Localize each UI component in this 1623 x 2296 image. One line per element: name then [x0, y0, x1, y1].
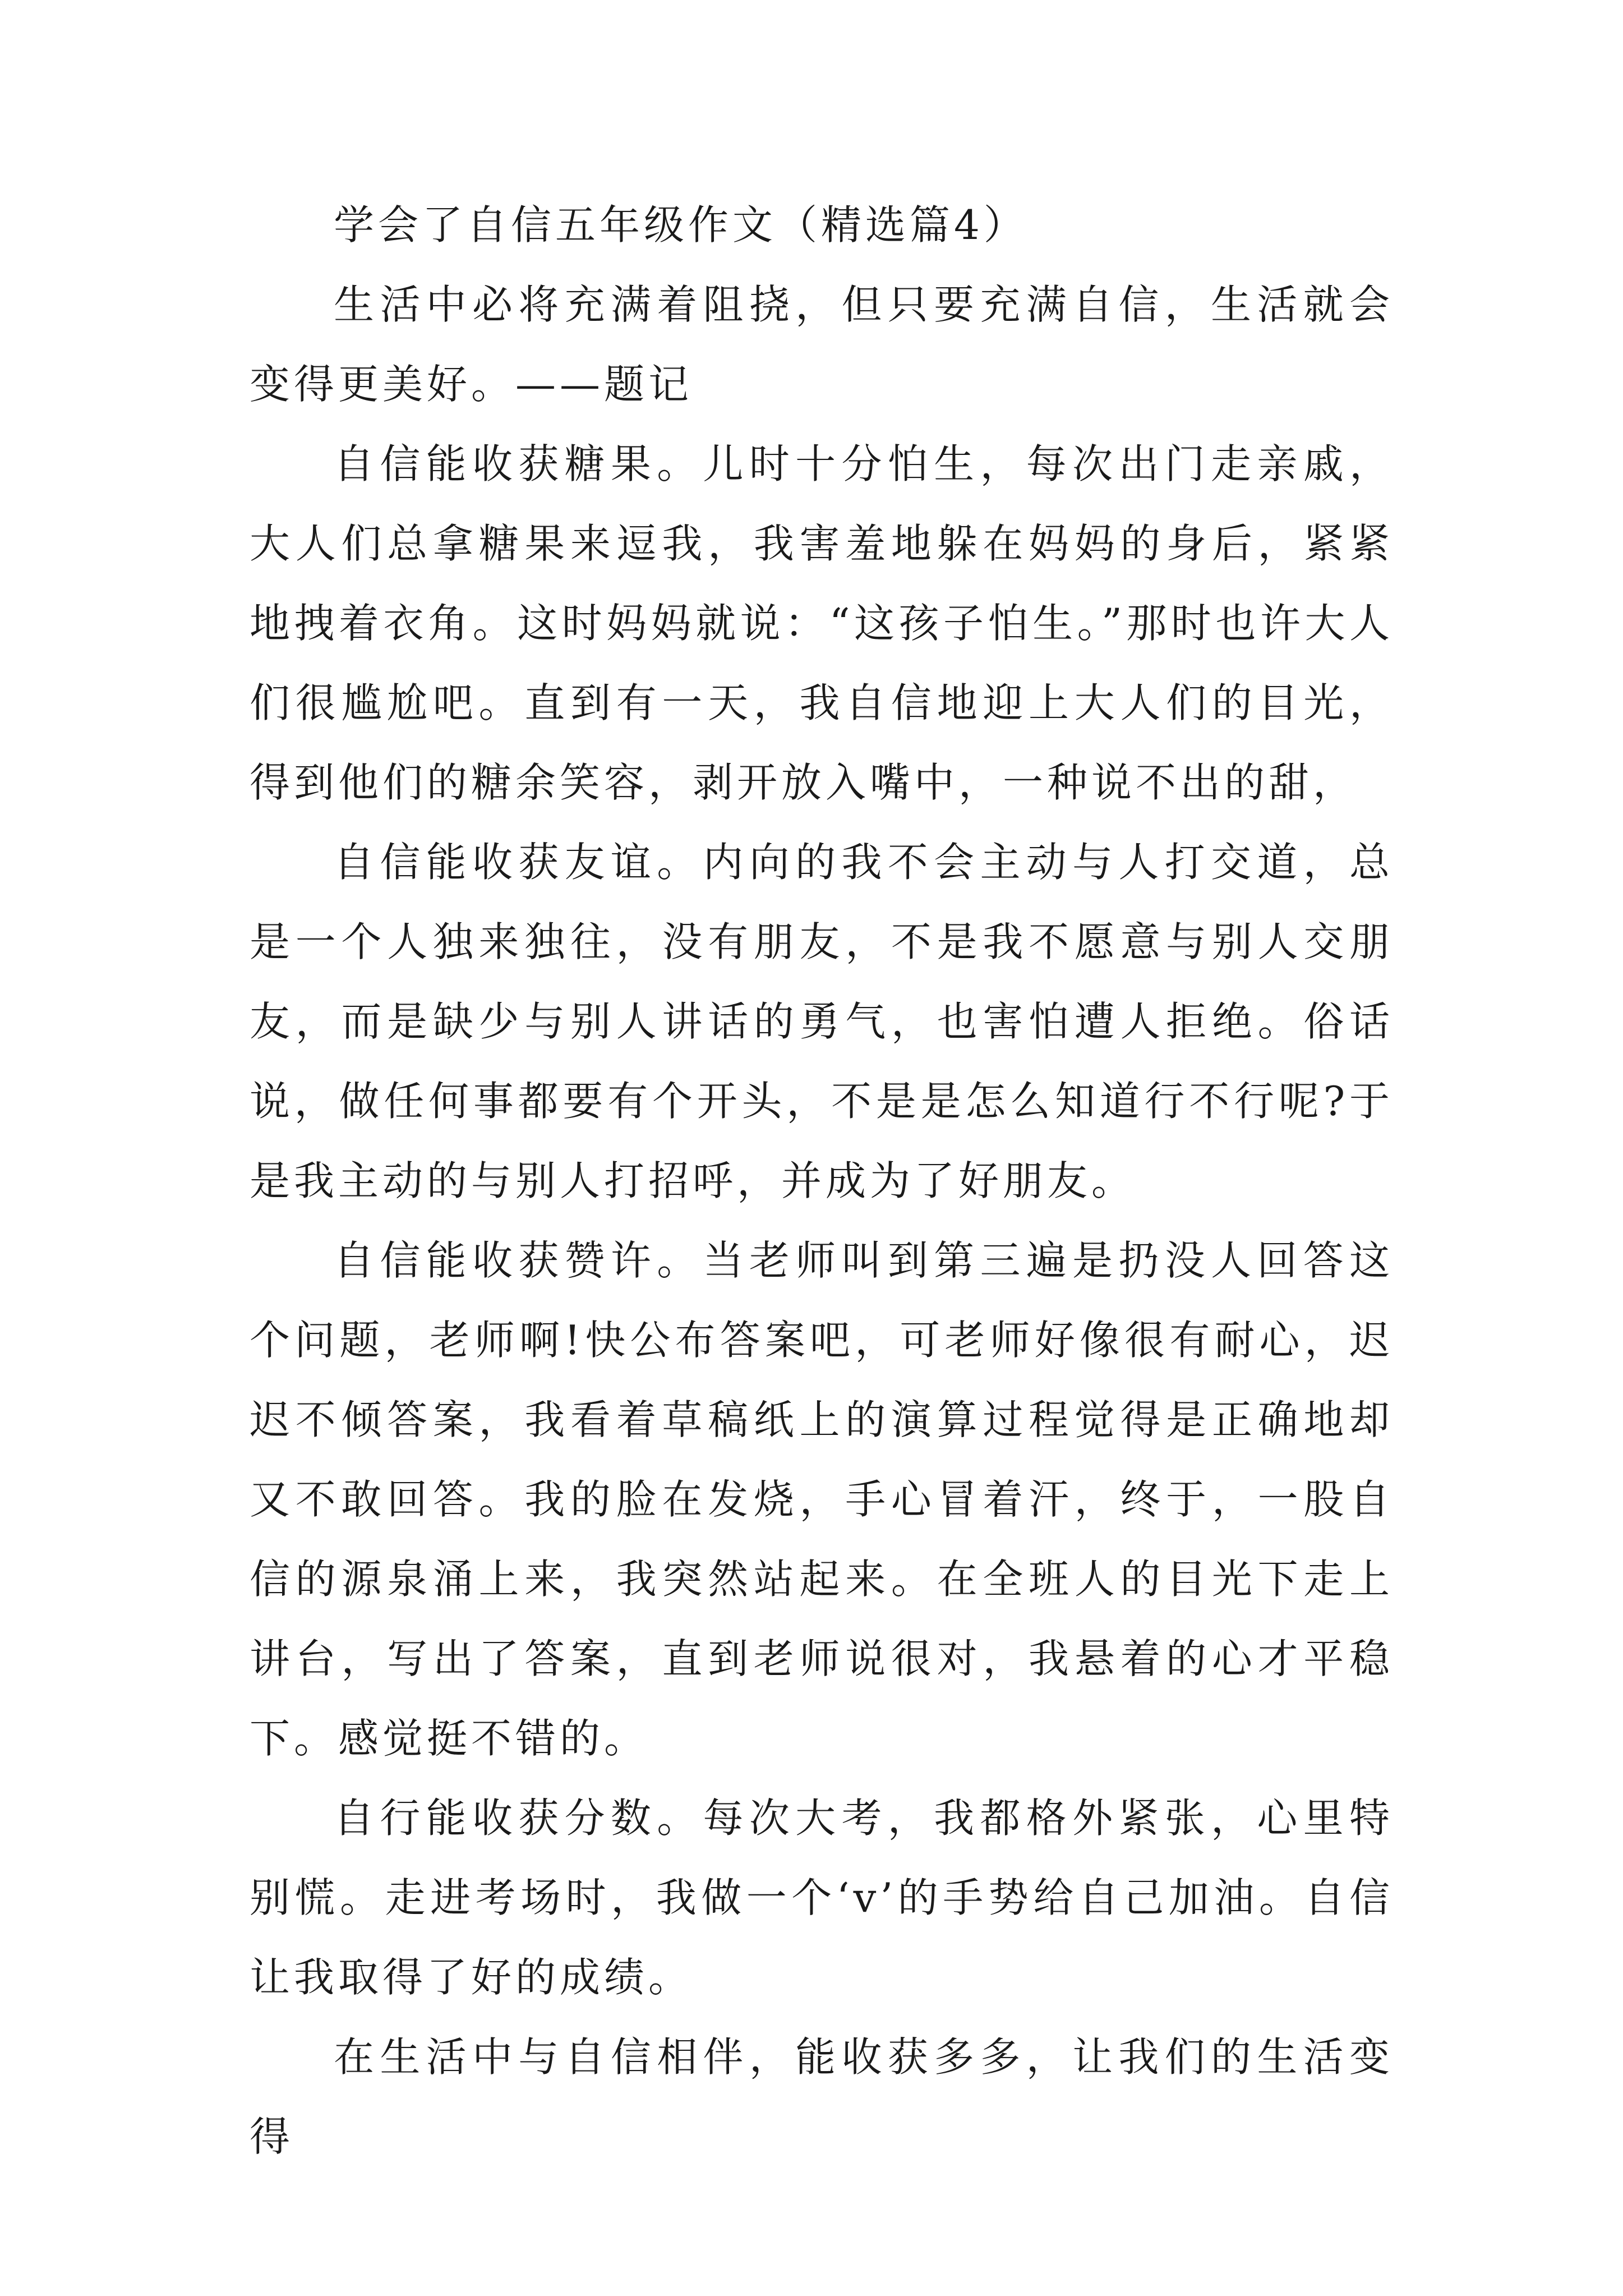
essay-title: 学会了自信五年级作文（精选篇4）: [334, 201, 1028, 249]
paragraph-scores: 自行能收获分数。每次大考，我都格外紧张，心里特别慌。走进考场时，我做一个‘v’的手势给自己加油。自信让我取得了好的成绩。: [250, 1795, 1394, 2001]
paragraph-conclusion: 在生活中与自信相伴，能收获多多，让我们的生活变得: [250, 2033, 1394, 2160]
paragraph-praise: 自信能收获赞许。当老师叫到第三遍是扔没人回答这个问题，老师啊!快公布答案吧，可老师好像很有耐心，迟迟不倾答案，我看着草稿纸上的演算过程觉得是正确地却又不敢回答。我的脸在发烧，手心冒着汗，终于，一股自信的源泉涌上来，我突然站起来。在全班人的目光下走上讲台，写出了答案，直到老师说很对，我悬着的心才平稳下。感觉挺不错的。: [250, 1237, 1394, 1762]
paragraph-candy: 自信能收获糖果。儿时十分怕生，每次出门走亲戚，大人们总拿糖果来逗我，我害羞地躲在妈妈的身后，紧紧地拽着衣角。这时妈妈就说：“这孩子怕生。”那时也许大人们很尴尬吧。直到有一天，我自信地迎上大人们的目光，得到他们的糖余笑容，剥开放入嘴中，一种说不出的甜，: [250, 440, 1394, 806]
document-body: [250, 185, 1394, 2177]
paragraph-friendship: 自信能收获友谊。内向的我不会主动与人打交道，总是一个人独来独往，没有朋友，不是我不愿意与别人交朋友，而是缺少与别人讲话的勇气，也害怕遭人拒绝。俗话说，做任何事都要有个开头，不是是怎么知道行不行呢?于是我主动的与别人打招呼，并成为了好朋友。: [250, 839, 1394, 1204]
paragraph-epigraph: 生活中必将充满着阻挠，但只要充满自信，生活就会变得更美好。——题记: [250, 281, 1394, 408]
